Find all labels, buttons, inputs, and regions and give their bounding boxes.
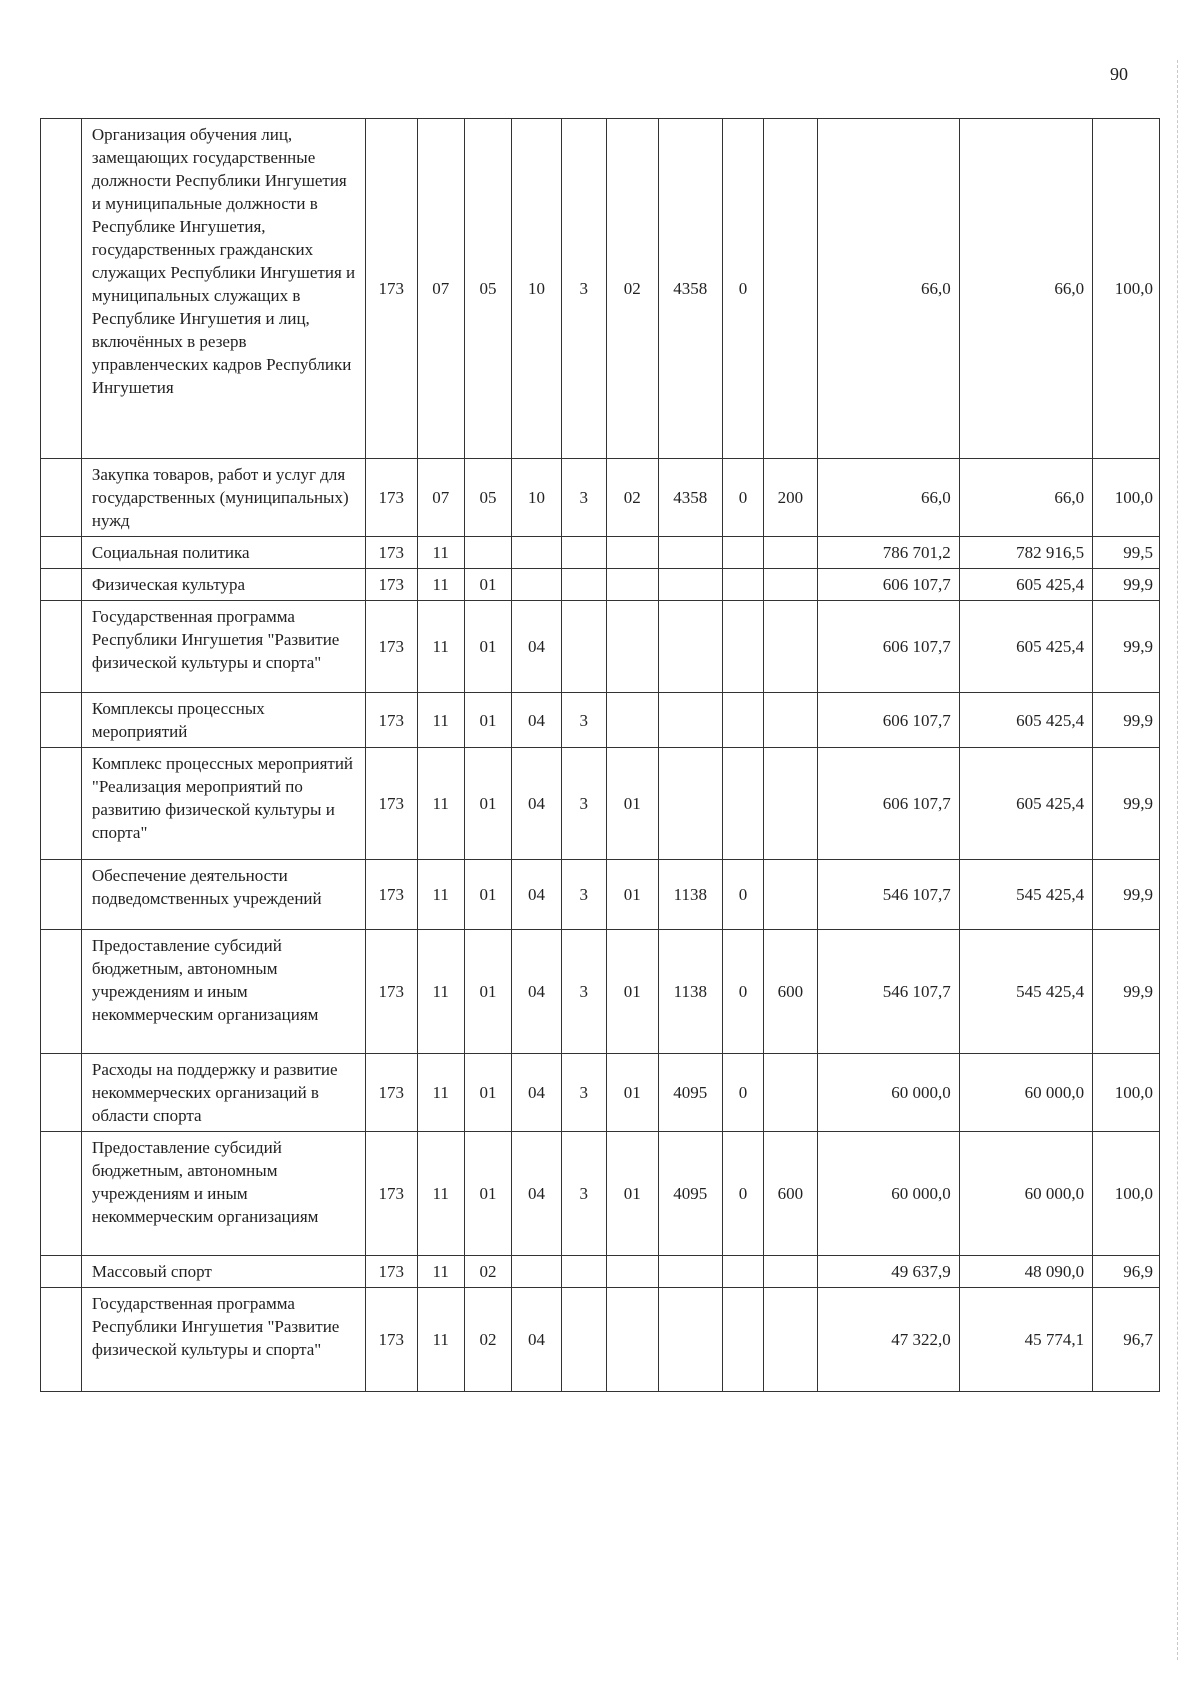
code-direction-cell — [658, 693, 723, 748]
row-number-cell — [41, 748, 82, 860]
actual-amount-cell: 605 425,4 — [959, 693, 1092, 748]
code-program-type-cell — [561, 569, 606, 601]
code-subsection-cell: 01 — [464, 860, 511, 930]
table-row — [41, 1054, 1160, 1132]
execution-percent-cell: 100,0 — [1093, 119, 1160, 459]
code-complex-cell: 02 — [606, 119, 658, 459]
row-number-cell — [41, 860, 82, 930]
code-ministry-cell: 173 — [365, 930, 417, 1054]
code-program-cell: 04 — [512, 860, 561, 930]
actual-amount-cell: 45 774,1 — [959, 1288, 1092, 1392]
code-program-type-cell: 3 — [561, 860, 606, 930]
code-program-cell: 04 — [512, 601, 561, 693]
planned-amount-cell: 606 107,7 — [817, 569, 959, 601]
code-direction-sub-cell: 0 — [723, 119, 764, 459]
code-program-type-cell: 3 — [561, 930, 606, 1054]
code-subsection-cell: 02 — [464, 1256, 511, 1288]
code-program-cell: 04 — [512, 1288, 561, 1392]
code-complex-cell — [606, 569, 658, 601]
planned-amount-cell: 49 637,9 — [817, 1256, 959, 1288]
code-direction-cell — [658, 748, 723, 860]
item-name-cell: Государственная программа Республики Ингушетия "Развитие физической культуры и спорта" — [81, 601, 365, 693]
table-row — [41, 860, 1160, 930]
code-program-type-cell: 3 — [561, 1132, 606, 1256]
row-number-cell — [41, 537, 82, 569]
row-number-cell — [41, 1256, 82, 1288]
code-program-type-cell — [561, 537, 606, 569]
code-direction-cell — [658, 601, 723, 693]
table-row — [41, 537, 1160, 569]
code-program-type-cell — [561, 1256, 606, 1288]
code-section-cell: 11 — [417, 1288, 464, 1392]
item-name-cell: Государственная программа Республики Ингушетия "Развитие физической культуры и спорта" — [81, 1288, 365, 1392]
row-number-cell — [41, 601, 82, 693]
planned-amount-cell: 606 107,7 — [817, 601, 959, 693]
table-row — [41, 569, 1160, 601]
item-name-cell: Комплекс процессных мероприятий "Реализация мероприятий по развитию физической культуры и спорта" — [81, 748, 365, 860]
code-direction-cell — [658, 1288, 723, 1392]
code-complex-cell — [606, 537, 658, 569]
code-program-cell — [512, 1256, 561, 1288]
code-section-cell: 11 — [417, 537, 464, 569]
code-expense-type-cell — [763, 1054, 817, 1132]
execution-percent-cell: 99,9 — [1093, 569, 1160, 601]
row-number-cell — [41, 459, 82, 537]
row-number-cell — [41, 930, 82, 1054]
actual-amount-cell: 66,0 — [959, 459, 1092, 537]
code-direction-cell — [658, 569, 723, 601]
code-program-cell: 10 — [512, 119, 561, 459]
item-name-cell: Предоставление субсидий бюджетным, автономным учреждениям и иным некоммерческим организациям — [81, 930, 365, 1054]
code-section-cell: 11 — [417, 930, 464, 1054]
code-program-type-cell — [561, 1288, 606, 1392]
execution-percent-cell: 99,9 — [1093, 930, 1160, 1054]
code-direction-sub-cell — [723, 569, 764, 601]
code-program-type-cell: 3 — [561, 119, 606, 459]
actual-amount-cell: 605 425,4 — [959, 569, 1092, 601]
code-section-cell: 11 — [417, 748, 464, 860]
execution-percent-cell: 100,0 — [1093, 459, 1160, 537]
item-name-cell: Физическая культура — [81, 569, 365, 601]
code-expense-type-cell — [763, 119, 817, 459]
code-expense-type-cell — [763, 569, 817, 601]
item-name-cell: Комплексы процессных мероприятий — [81, 693, 365, 748]
code-expense-type-cell — [763, 601, 817, 693]
code-direction-sub-cell — [723, 537, 764, 569]
planned-amount-cell: 606 107,7 — [817, 693, 959, 748]
table-row — [41, 1288, 1160, 1392]
table-row — [41, 693, 1160, 748]
code-ministry-cell: 173 — [365, 119, 417, 459]
execution-percent-cell: 96,7 — [1093, 1288, 1160, 1392]
code-subsection-cell: 01 — [464, 1132, 511, 1256]
code-direction-sub-cell: 0 — [723, 930, 764, 1054]
row-number-cell — [41, 1054, 82, 1132]
execution-percent-cell: 99,9 — [1093, 601, 1160, 693]
table-row — [41, 119, 1160, 459]
code-subsection-cell — [464, 537, 511, 569]
code-subsection-cell: 01 — [464, 569, 511, 601]
code-expense-type-cell — [763, 693, 817, 748]
code-ministry-cell: 173 — [365, 693, 417, 748]
code-complex-cell — [606, 693, 658, 748]
code-direction-sub-cell — [723, 693, 764, 748]
code-ministry-cell: 173 — [365, 1054, 417, 1132]
code-section-cell: 11 — [417, 601, 464, 693]
code-direction-cell: 4358 — [658, 459, 723, 537]
code-direction-cell: 1138 — [658, 860, 723, 930]
code-program-cell — [512, 537, 561, 569]
code-direction-cell — [658, 537, 723, 569]
item-name-cell: Массовый спорт — [81, 1256, 365, 1288]
execution-percent-cell: 99,5 — [1093, 537, 1160, 569]
code-direction-cell: 4095 — [658, 1132, 723, 1256]
code-ministry-cell: 173 — [365, 1132, 417, 1256]
code-direction-cell: 4358 — [658, 119, 723, 459]
actual-amount-cell: 60 000,0 — [959, 1054, 1092, 1132]
code-complex-cell: 01 — [606, 1132, 658, 1256]
code-ministry-cell: 173 — [365, 860, 417, 930]
code-program-cell — [512, 569, 561, 601]
table-row — [41, 930, 1160, 1054]
item-name-cell: Закупка товаров, работ и услуг для государственных (муниципальных) нужд — [81, 459, 365, 537]
code-section-cell: 11 — [417, 1256, 464, 1288]
item-name-cell: Обеспечение деятельности подведомственных учреждений — [81, 860, 365, 930]
row-number-cell — [41, 693, 82, 748]
item-name-cell: Организация обучения лиц, замещающих государственные должности Республики Ингушетия и муниципальные должности в Республике Ингушетия, государственных гражданских служащих Республики Ингушетия и муниципальных служащих в Республике Ингушетия и лиц, включённых в резерв управленческих кадров Республики Ингушетия — [81, 119, 365, 459]
code-program-type-cell — [561, 601, 606, 693]
code-program-cell: 04 — [512, 693, 561, 748]
planned-amount-cell: 786 701,2 — [817, 537, 959, 569]
code-program-cell: 04 — [512, 748, 561, 860]
code-expense-type-cell: 600 — [763, 1132, 817, 1256]
code-program-cell: 04 — [512, 1054, 561, 1132]
code-subsection-cell: 02 — [464, 1288, 511, 1392]
code-expense-type-cell: 600 — [763, 930, 817, 1054]
item-name-cell: Социальная политика — [81, 537, 365, 569]
planned-amount-cell: 546 107,7 — [817, 860, 959, 930]
code-direction-sub-cell: 0 — [723, 1054, 764, 1132]
code-direction-sub-cell: 0 — [723, 1132, 764, 1256]
code-program-type-cell: 3 — [561, 693, 606, 748]
code-direction-sub-cell — [723, 1288, 764, 1392]
actual-amount-cell: 48 090,0 — [959, 1256, 1092, 1288]
code-program-cell: 04 — [512, 1132, 561, 1256]
planned-amount-cell: 66,0 — [817, 119, 959, 459]
code-subsection-cell: 01 — [464, 601, 511, 693]
code-direction-sub-cell: 0 — [723, 860, 764, 930]
code-ministry-cell: 173 — [365, 569, 417, 601]
scan-edge-line — [1177, 60, 1178, 1660]
code-direction-cell — [658, 1256, 723, 1288]
code-direction-sub-cell — [723, 1256, 764, 1288]
code-ministry-cell: 173 — [365, 459, 417, 537]
planned-amount-cell: 66,0 — [817, 459, 959, 537]
budget-table — [40, 118, 1160, 1392]
planned-amount-cell: 606 107,7 — [817, 748, 959, 860]
execution-percent-cell: 96,9 — [1093, 1256, 1160, 1288]
code-subsection-cell: 01 — [464, 693, 511, 748]
planned-amount-cell: 47 322,0 — [817, 1288, 959, 1392]
table-row — [41, 748, 1160, 860]
code-complex-cell: 01 — [606, 1054, 658, 1132]
code-direction-sub-cell — [723, 601, 764, 693]
planned-amount-cell: 60 000,0 — [817, 1054, 959, 1132]
code-ministry-cell: 173 — [365, 1256, 417, 1288]
code-expense-type-cell — [763, 1256, 817, 1288]
code-subsection-cell: 01 — [464, 930, 511, 1054]
code-subsection-cell: 05 — [464, 119, 511, 459]
row-number-cell — [41, 119, 82, 459]
code-ministry-cell: 173 — [365, 537, 417, 569]
code-direction-sub-cell: 0 — [723, 459, 764, 537]
code-subsection-cell: 05 — [464, 459, 511, 537]
code-complex-cell: 01 — [606, 748, 658, 860]
code-section-cell: 07 — [417, 459, 464, 537]
code-subsection-cell: 01 — [464, 748, 511, 860]
actual-amount-cell: 66,0 — [959, 119, 1092, 459]
table-row — [41, 1132, 1160, 1256]
page-number: 90 — [1110, 64, 1128, 84]
table-row — [41, 601, 1160, 693]
execution-percent-cell: 99,9 — [1093, 693, 1160, 748]
table-row — [41, 459, 1160, 537]
row-number-cell — [41, 1132, 82, 1256]
actual-amount-cell: 545 425,4 — [959, 860, 1092, 930]
code-complex-cell: 01 — [606, 930, 658, 1054]
code-ministry-cell: 173 — [365, 601, 417, 693]
planned-amount-cell: 546 107,7 — [817, 930, 959, 1054]
code-complex-cell — [606, 1288, 658, 1392]
row-number-cell — [41, 569, 82, 601]
code-section-cell: 07 — [417, 119, 464, 459]
code-complex-cell — [606, 601, 658, 693]
code-program-cell: 04 — [512, 930, 561, 1054]
code-section-cell: 11 — [417, 860, 464, 930]
actual-amount-cell: 545 425,4 — [959, 930, 1092, 1054]
planned-amount-cell: 60 000,0 — [817, 1132, 959, 1256]
code-complex-cell — [606, 1256, 658, 1288]
actual-amount-cell: 605 425,4 — [959, 748, 1092, 860]
code-complex-cell: 01 — [606, 860, 658, 930]
code-expense-type-cell — [763, 860, 817, 930]
code-direction-sub-cell — [723, 748, 764, 860]
code-expense-type-cell — [763, 748, 817, 860]
code-ministry-cell: 173 — [365, 1288, 417, 1392]
code-program-type-cell: 3 — [561, 459, 606, 537]
code-program-cell: 10 — [512, 459, 561, 537]
item-name-cell: Предоставление субсидий бюджетным, автономным учреждениям и иным некоммерческим организациям — [81, 1132, 365, 1256]
code-subsection-cell: 01 — [464, 1054, 511, 1132]
execution-percent-cell: 100,0 — [1093, 1054, 1160, 1132]
code-expense-type-cell — [763, 1288, 817, 1392]
execution-percent-cell: 100,0 — [1093, 1132, 1160, 1256]
code-program-type-cell: 3 — [561, 1054, 606, 1132]
execution-percent-cell: 99,9 — [1093, 860, 1160, 930]
code-complex-cell: 02 — [606, 459, 658, 537]
table-body — [41, 119, 1160, 1392]
code-expense-type-cell: 200 — [763, 459, 817, 537]
code-direction-cell: 1138 — [658, 930, 723, 1054]
code-ministry-cell: 173 — [365, 748, 417, 860]
execution-percent-cell: 99,9 — [1093, 748, 1160, 860]
actual-amount-cell: 605 425,4 — [959, 601, 1092, 693]
actual-amount-cell: 782 916,5 — [959, 537, 1092, 569]
table-row — [41, 1256, 1160, 1288]
code-section-cell: 11 — [417, 1054, 464, 1132]
code-direction-cell: 4095 — [658, 1054, 723, 1132]
code-section-cell: 11 — [417, 693, 464, 748]
code-expense-type-cell — [763, 537, 817, 569]
actual-amount-cell: 60 000,0 — [959, 1132, 1092, 1256]
code-program-type-cell: 3 — [561, 748, 606, 860]
row-number-cell — [41, 1288, 82, 1392]
item-name-cell: Расходы на поддержку и развитие некоммерческих организаций в области спорта — [81, 1054, 365, 1132]
code-section-cell: 11 — [417, 569, 464, 601]
code-section-cell: 11 — [417, 1132, 464, 1256]
